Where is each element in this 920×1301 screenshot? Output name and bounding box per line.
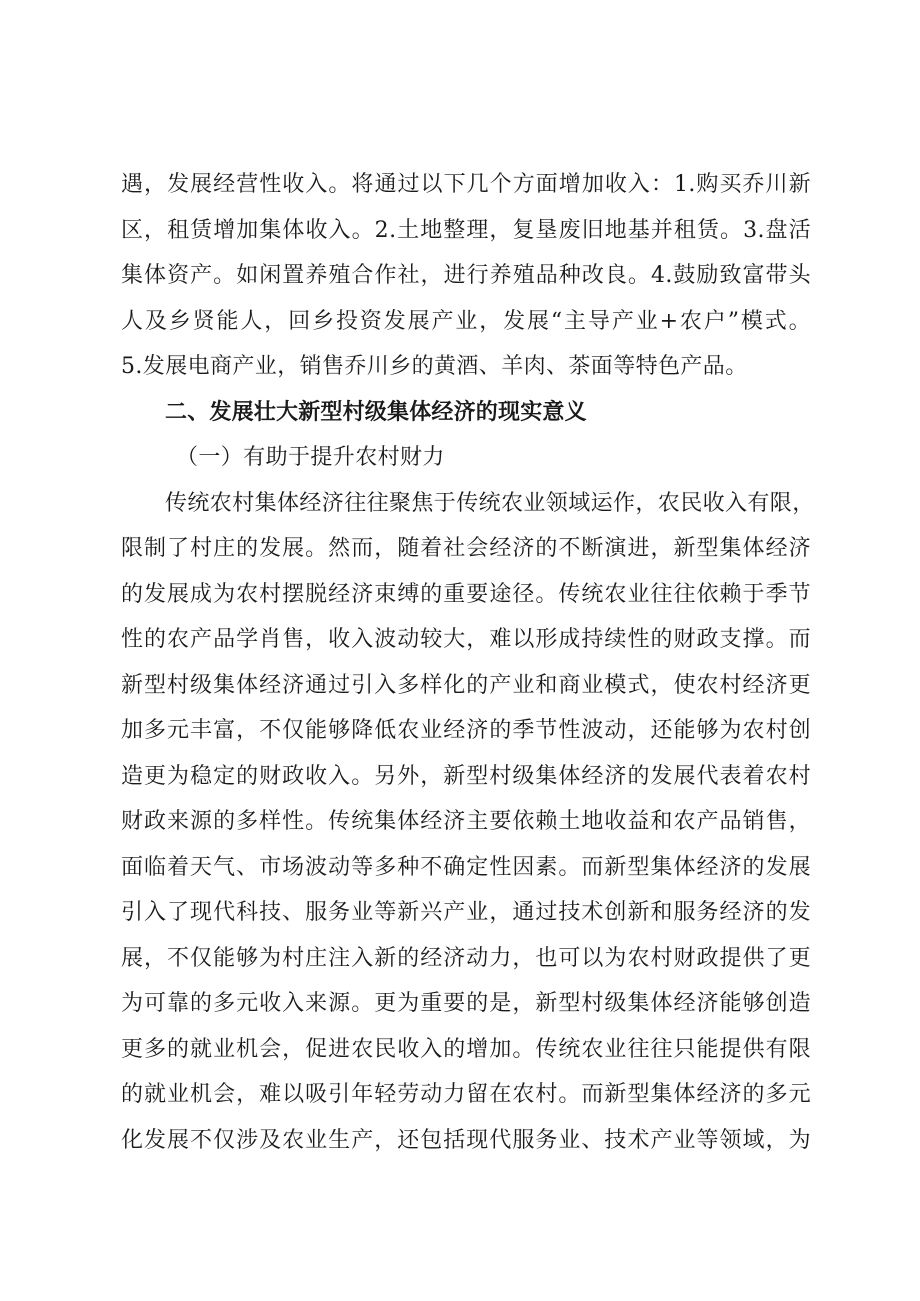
body-line-15: 化发展不仅涉及农业生产，还包括现代服务业、技术产业等领域，为 (121, 1127, 811, 1153)
intro-line-2: 区，租赁增加集体收入。2.土地整理，复垦废旧地基并租赁。3.盘活 (121, 217, 811, 243)
body-line-13: 更多的就业机会，促进农民收入的增加。传统农业往往只能提供有限 (121, 1036, 811, 1062)
intro-line-3: 集体资产。如闲置养殖合作社，进行养殖品种改良。4.鼓励致富带头 (121, 263, 811, 288)
body-line-11: 展，不仅能够为村庄注入新的经济动力，也可以为农村财政提供了更 (121, 945, 811, 971)
intro-line-1: 遇，发展经营性收入。将通过以下几个方面增加收入：1.购买乔川新 (121, 172, 811, 197)
body-line-3: 的发展成为农村摆脱经济束缚的重要途径。传统农业往往依赖于季节 (121, 581, 811, 607)
body-line-8: 财政来源的多样性。传统集体经济主要依赖土地收益和农产品销售， (121, 809, 811, 834)
body-line-5: 新型村级集体经济通过引入多样化的产业和商业模式，使农村经济更 (121, 672, 811, 698)
body-line-4: 性的农产品学肖售，收入波动较大，难以形成持续性的财政支撑。而 (121, 627, 811, 652)
body-line-2: 限制了村庄的发展。然而，随着社会经济的不断演进，新型集体经济 (121, 536, 811, 561)
document-content (121, 162, 815, 1163)
body-line-7: 造更为稳定的财政收入。另外，新型村级集体经济的发展代表着农村 (121, 763, 811, 789)
body-line-1: 传统农村集体经济往往聚焦于传统农业领域运作，农民收入有限， (165, 490, 815, 516)
body-line-12: 为可靠的多元收入来源。更为重要的是，新型村级集体经济能够创造 (121, 991, 811, 1016)
intro-line-5: 5.发展电商产业，销售乔川乡的黄酒、羊肉、茶面等特色产品。 (121, 354, 748, 379)
body-line-9: 面临着天气、市场波动等多种不确定性因素。而新型集体经济的发展 (121, 854, 811, 880)
body-line-14: 的就业机会，难以吸引年轻劳动力留在农村。而新型集体经济的多元 (121, 1082, 811, 1107)
intro-line-4: 人及乡贤能人，回乡投资发展产业，发展“主导产业+农户”模式。 (121, 308, 811, 334)
body-line-10: 引入了现代科技、服务业等新兴产业，通过技术创新和服务经济的发 (121, 900, 811, 925)
body-line-6: 加多元丰富，不仅能够降低农业经济的季节性波动，还能够为农村创 (121, 718, 811, 743)
subsection-heading: （一）有助于提升农村财力 (176, 445, 445, 470)
section-heading: 二、发展壮大新型村级集体经济的现实意义 (165, 399, 587, 425)
